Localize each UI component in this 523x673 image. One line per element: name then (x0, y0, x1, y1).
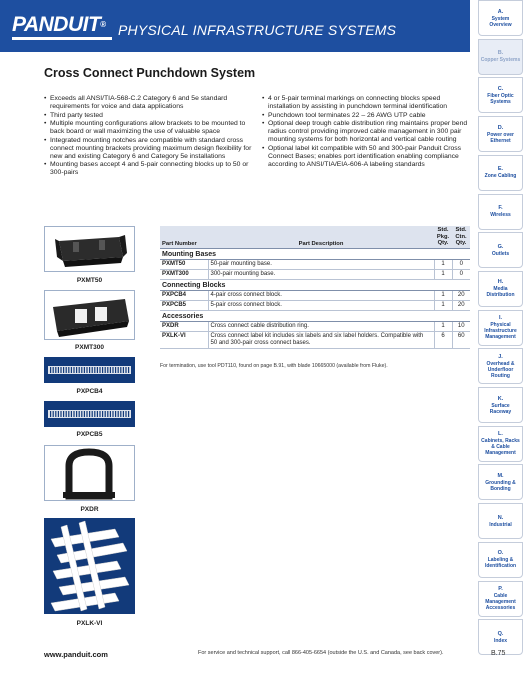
index-tab-letter: P. (498, 586, 503, 592)
feature-item: • Exceeds all ANSI/TIA-568-C.2 Category 6 and 5e standard requirements for voice and data applications (44, 95, 254, 111)
product-image-pxmt50 (44, 226, 135, 272)
table-header-row (160, 226, 470, 248)
std-ctn-qty-cell: 20 (452, 300, 470, 310)
index-tab-letter: G. (497, 243, 504, 250)
feature-item: • Mounting bases accept 4 and 5-pair connecting blocks up to 50 or 300-pairs (44, 161, 254, 177)
product-label: PXMT300 (75, 344, 104, 351)
part-number-cell: PXPCB5 (160, 300, 208, 310)
feature-item: • Integrated mounting notches are compatible with standard cross connect mounting brackets providing maximum design flexibility for new and existing Category 6 and Category 5e installations (44, 137, 254, 161)
part-number-cell: PXDR (160, 321, 208, 331)
std-pkg-qty-cell: 1 (434, 321, 452, 331)
logo-underline (12, 37, 112, 40)
page-title: Cross Connect Punchdown System (44, 66, 256, 80)
panduit-logo[interactable] (12, 14, 110, 36)
index-tab[interactable] (478, 503, 523, 539)
mounting-base-50-illustration (45, 227, 134, 271)
index-tab[interactable] (478, 348, 523, 384)
index-tab-letter: N. (497, 514, 504, 521)
index-tab[interactable] (478, 232, 523, 268)
index-tab-name: Power over Ethernet (487, 131, 514, 144)
part-description-cell: 300-pair mounting base. (208, 269, 434, 279)
index-tab-name: Cable Management Accessories (485, 593, 516, 611)
product-table (160, 226, 470, 349)
table-row (160, 259, 470, 269)
logo-registered-mark: ® (100, 20, 106, 29)
table-group-title: Accessories (160, 310, 470, 321)
table-row (160, 331, 470, 348)
table-row (160, 290, 470, 300)
index-tab-letter: B. (497, 50, 504, 57)
std-pkg-qty-cell: 1 (434, 259, 452, 269)
connecting-block-4-illustration (45, 358, 134, 382)
part-description-cell: 4-pair cross connect block. (208, 290, 434, 300)
table-group-title: Connecting Blocks (160, 279, 470, 290)
index-tab-letter: J. (498, 353, 503, 360)
col-part-number: Part Number (160, 226, 208, 248)
index-tab-letter: O. (497, 550, 504, 557)
index-tab[interactable] (478, 116, 523, 152)
page-number: B.75 (491, 650, 506, 657)
std-pkg-qty-cell: 6 (434, 331, 452, 348)
std-ctn-qty-cell: 60 (452, 331, 470, 348)
index-tab-letter: L. (498, 431, 503, 438)
index-tab-letter: I. (498, 315, 503, 322)
product-label: PXLK-VI (76, 620, 103, 627)
index-tab-name: Index (493, 637, 508, 644)
index-tab-name: Physical Infrastructure Management (484, 322, 517, 341)
feature-item: • 4 or 5-pair terminal markings on connecting blocks speed installation by assisting in punchdown terminal identification (262, 95, 472, 111)
part-number-cell: PXLK-VI (160, 331, 208, 348)
footer-url[interactable]: www.panduit.com (44, 650, 108, 659)
std-ctn-qty-cell: 0 (452, 269, 470, 279)
table-row (160, 321, 470, 331)
footer-support: For service and technical support, call 866-405-6654 (outside the U.S. and Canada, see back cover). (198, 650, 444, 656)
index-tab-name: Overhead & Underfloor Routing (486, 360, 515, 379)
index-tab-letter: E. (497, 166, 504, 173)
feature-item: • Third party tested (44, 112, 254, 120)
index-tab-letter: Q. (497, 630, 504, 637)
index-tab-name: Grounding & Bonding (485, 479, 516, 492)
part-number-cell: PXPCB4 (160, 290, 208, 300)
index-tab[interactable] (478, 0, 523, 36)
page-header (0, 0, 470, 52)
index-tab-letter: A. (497, 8, 504, 15)
std-ctn-qty-cell: 0 (452, 259, 470, 269)
std-ctn-qty-cell: 10 (452, 321, 470, 331)
index-tab-name: Zone Cabling (484, 173, 517, 180)
termination-note: For termination, use tool PDT110, found on page B.91, with blade 10665000 (available from Fluke). (160, 363, 388, 369)
index-tab-name: Outlets (491, 250, 510, 257)
index-tab-letter: D. (497, 124, 504, 131)
logo-text: PANDUIT (12, 13, 101, 36)
index-tab-letter: C. (497, 85, 504, 92)
index-tab-name: Wireless (490, 212, 511, 218)
index-tab-letter: H. (497, 279, 504, 286)
index-tab-name: System Overview (489, 15, 512, 28)
product-image-pxdr (44, 445, 135, 501)
feature-item: • Optional label kit compatible with 50 and 300-pair Panduit Cross Connect Bases; enables port identification enabling compliance according to ANSI/TIA/EIA-606-A labeling standards (262, 145, 472, 169)
col-std-pkg-qty: Std. Pkg. Qty. (434, 226, 452, 248)
part-number-cell: PXMT50 (160, 259, 208, 269)
part-description-cell: 5-pair cross connect block. (208, 300, 434, 310)
index-tab[interactable] (478, 542, 523, 578)
table-row (160, 269, 470, 279)
index-tab-letter: K. (497, 395, 504, 402)
index-tab[interactable] (478, 464, 523, 500)
table-row (160, 300, 470, 310)
index-tab-name: Labeling & Identification (484, 557, 517, 570)
header-headline: PHYSICAL INFRASTRUCTURE SYSTEMS (118, 22, 397, 38)
std-pkg-qty-cell: 1 (434, 300, 452, 310)
std-ctn-qty-cell: 20 (452, 290, 470, 300)
index-tab-name: Industrial (489, 521, 512, 528)
part-description-cell: Cross connect cable distribution ring. (208, 321, 434, 331)
index-tab[interactable] (478, 271, 523, 307)
product-image-pxpcb5 (44, 401, 135, 427)
index-tab-letter: F. (498, 205, 503, 211)
mounting-base-300-illustration (45, 291, 134, 339)
index-tab[interactable] (478, 155, 523, 191)
index-tab-name: Media Distribution (486, 286, 515, 299)
index-tab[interactable] (478, 77, 523, 113)
table-group-row (160, 279, 470, 290)
index-tab[interactable] (478, 426, 523, 462)
index-tab[interactable] (478, 194, 523, 230)
feature-list-left (44, 95, 254, 178)
table-group-row (160, 310, 470, 321)
index-tab[interactable] (478, 310, 523, 346)
table-group-row (160, 248, 470, 259)
part-description-cell: Cross connect label kit includes six labels and six label holders. Compatible with 50 and 300-pair cross connect bases. (208, 331, 434, 348)
product-label: PXDR (80, 506, 99, 513)
std-pkg-qty-cell: 1 (434, 290, 452, 300)
index-tab[interactable] (478, 387, 523, 423)
connecting-block-5-illustration (45, 402, 134, 426)
table-group-title: Mounting Bases (160, 248, 470, 259)
index-tab-name: Copper Systems (480, 57, 521, 64)
feature-item: • Multiple mounting configurations allow brackets to be mounted to back board or wall maximizing the use of valuable space (44, 120, 254, 136)
index-tab-letter: M. (497, 472, 504, 479)
product-label: PXPCB4 (76, 388, 103, 395)
section-index-tabs (478, 0, 523, 673)
col-part-description: Part Description (208, 226, 434, 248)
product-image-pxmt300 (44, 290, 135, 340)
std-pkg-qty-cell: 1 (434, 269, 452, 279)
col-std-ctn-qty: Std. Ctn. Qty. (452, 226, 470, 248)
feature-item: • Optional deep trough cable distribution ring maintains proper bend radius control providing improved cable management in 300 pair mounting systems for both horizontal and vertical cable routing (262, 120, 472, 144)
feature-item: • Punchdown tool terminates 22 – 26 AWG UTP cable (262, 112, 472, 120)
index-tab[interactable] (478, 581, 523, 617)
feature-list-right (262, 95, 472, 169)
index-tab-name: Surface Raceway (489, 402, 512, 415)
part-description-cell: 50-pair mounting base. (208, 259, 434, 269)
product-label: PXPCB5 (76, 431, 103, 438)
product-label: PXMT50 (76, 277, 103, 284)
distribution-ring-illustration (45, 446, 134, 500)
label-kit-illustration (45, 519, 134, 613)
part-number-cell: PXMT300 (160, 269, 208, 279)
index-tab-name: Fiber Optic Systems (487, 92, 514, 105)
product-image-pxlk-vi (44, 518, 135, 614)
index-tab[interactable] (478, 39, 523, 75)
product-image-pxpcb4 (44, 357, 135, 383)
index-tab-name: Cabinets, Racks & Cable Management (481, 438, 520, 457)
